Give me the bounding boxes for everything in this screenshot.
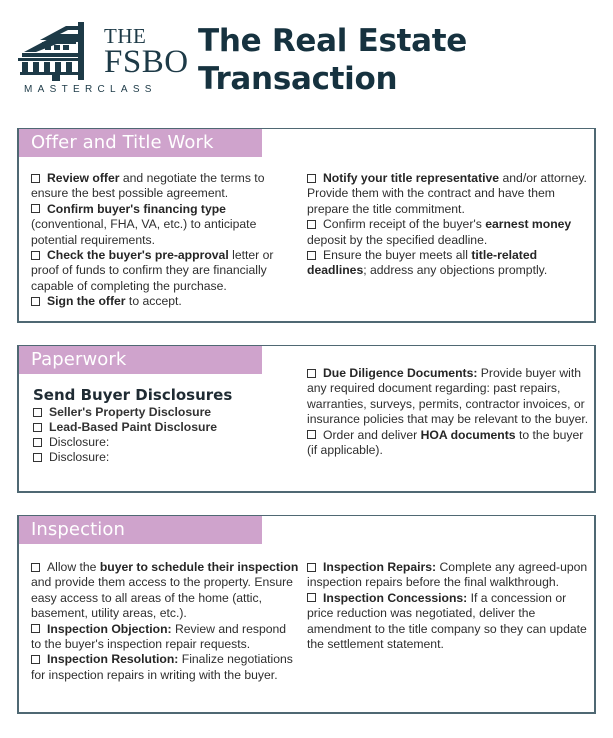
right-column	[307, 560, 591, 652]
left-column	[31, 560, 299, 683]
disclosure-item: Disclosure:	[33, 450, 295, 465]
left-column	[33, 386, 295, 465]
checklist-item: Ensure the buyer meets all title-related deadlines; address any objections promptly.	[307, 248, 548, 278]
disclosures-heading: Send Buyer Disclosures	[33, 386, 233, 404]
disclosure-item: Seller's Property Disclosure	[33, 405, 295, 420]
section-inspection	[17, 515, 596, 714]
checkbox[interactable]	[31, 174, 40, 183]
checkbox[interactable]	[33, 423, 42, 432]
logo-masterclass: MASTERCLASS	[24, 84, 157, 95]
checklist-item: Inspection Resolution: Finalize negotiations for inspection repairs in writing with the buyer.	[31, 652, 293, 682]
checkbox[interactable]	[31, 563, 40, 572]
logo-fsbo: FSBO	[104, 44, 189, 80]
page-title-line1: The Real Estate	[198, 23, 467, 59]
logo-the: THE	[104, 24, 147, 48]
checklist-item: Check the buyer's pre-approval letter or proof of funds to confirm they are financially capable of completing the purchase.	[31, 248, 274, 293]
checkbox[interactable]	[31, 204, 40, 213]
checklist-item: Due Diligence Documents: Provide buyer with any required document regarding: past repairs, warranties, surveys, permits, contractor invoices, or insurance policies that may be relevant to the buyer.	[307, 366, 589, 427]
disclosure-item: Lead-Based Paint Disclosure	[33, 420, 295, 435]
left-column	[31, 171, 293, 310]
checkbox[interactable]	[31, 655, 40, 664]
checklist-item: Inspection Repairs: Complete any agreed-upon inspection repairs before the final walkthrough.	[307, 560, 588, 590]
section-header: Offer and Title Work	[19, 129, 262, 157]
checklist-item: Notify your title representative and/or attorney. Provide them with the contract and have them prepare the title commitment.	[307, 171, 587, 216]
section-offer-title-work	[17, 128, 596, 323]
checkbox[interactable]	[307, 251, 316, 260]
disclosure-item: Disclosure:	[33, 435, 295, 450]
section-paperwork	[17, 345, 596, 493]
page-title	[198, 22, 467, 98]
right-column	[307, 366, 589, 458]
checkbox[interactable]	[307, 430, 316, 439]
section-header: Inspection	[19, 516, 262, 544]
checkbox[interactable]	[31, 624, 40, 633]
page-title-line2: Transaction	[198, 61, 398, 97]
checklist-item: Inspection Concessions: If a concession or price reduction was negotiated, deliver the amendment to the title company so they can update the settlement statement.	[307, 590, 587, 652]
section-header: Paperwork	[19, 346, 262, 374]
checkbox[interactable]	[307, 563, 316, 572]
right-column	[307, 171, 589, 279]
checkbox[interactable]	[33, 408, 42, 417]
checkbox[interactable]	[307, 174, 316, 183]
checklist-item: Order and deliver HOA documents to the buyer (if applicable).	[307, 427, 584, 458]
checklist-item: Confirm buyer's financing type (conventional, FHA, VA, etc.) to anticipate potential requirements.	[31, 201, 257, 247]
checkbox[interactable]	[307, 220, 316, 229]
checklist-item: Allow the buyer to schedule their inspection and provide them access to the property. Ensure easy access to all areas of the home (attic, basement, utility areas, etc.).	[31, 560, 299, 621]
checkbox[interactable]	[33, 438, 42, 447]
checklist-item: Review offer and negotiate the terms to ensure the best possible agreement.	[31, 171, 265, 201]
checkbox[interactable]	[307, 369, 316, 378]
checklist-item: Inspection Objection: Review and respond to the buyer's inspection repair requests.	[31, 621, 287, 652]
checkbox[interactable]	[31, 251, 40, 260]
house-icon	[18, 20, 102, 82]
checklist-item: Sign the offer to accept.	[31, 294, 293, 309]
checklist-item: Confirm receipt of the buyer's earnest money deposit by the specified deadline.	[307, 217, 572, 247]
checkbox[interactable]	[33, 453, 42, 462]
checkbox[interactable]	[31, 297, 40, 306]
checkbox[interactable]	[307, 593, 316, 602]
brand-logo	[18, 18, 189, 98]
